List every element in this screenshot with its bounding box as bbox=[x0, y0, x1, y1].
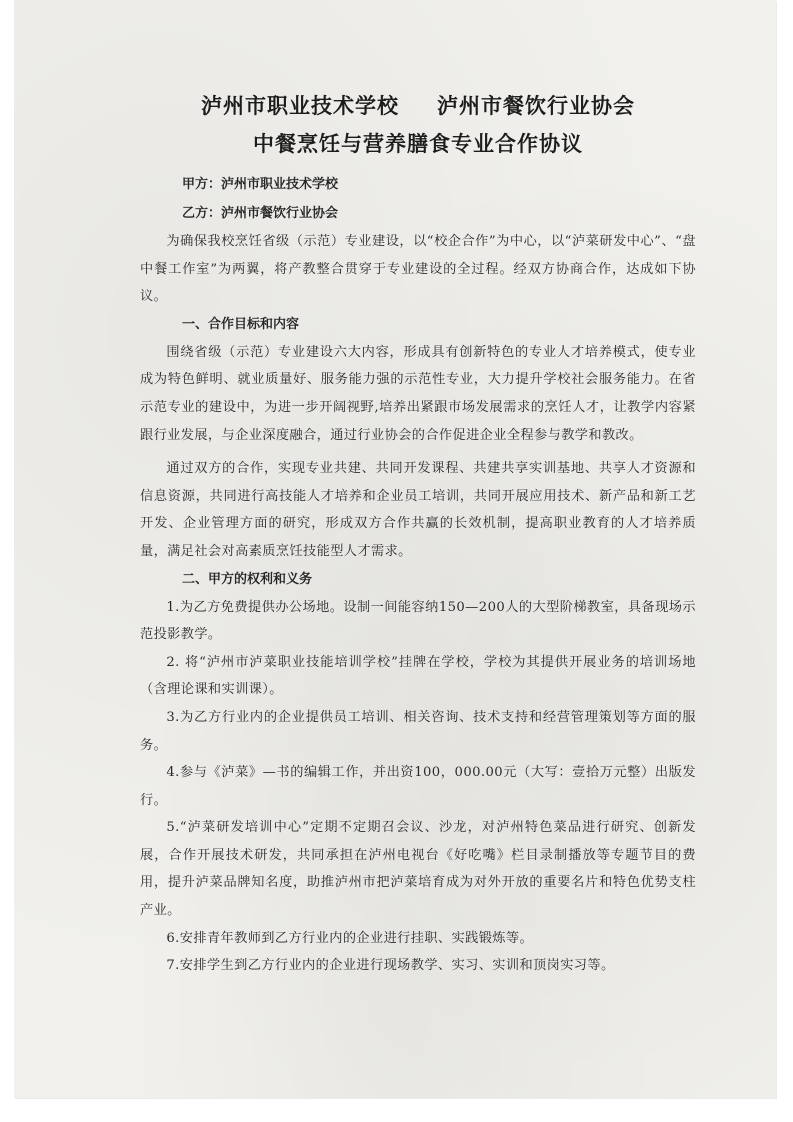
scanned-page bbox=[14, 0, 776, 1098]
obligation-item-6: 6.安排青年教师到乙方行业内的企业进行挂职、实践锻炼等。 bbox=[166, 930, 534, 946]
document-title bbox=[140, 88, 696, 124]
document-subtitle: 中餐烹饪与营养膳食专业合作协议 bbox=[253, 132, 583, 156]
section1-paragraph-2: 通过双方的合作，实现专业共建、共同开发课程、共建共享实训基地、共享人才资源和信息资源，共同进行高技能人才培养和企业员工培训，共同开展应用技术、新产品和新工艺开发、企业管理方面的研究，形成双方合作共赢的长效机制，提高职业教育的人才培养质量，满足社会对高素质烹饪技能型人才需求。 bbox=[140, 461, 696, 559]
obligation-item-3: 3.为乙方行业内的企业提供员工培训、相关咨询、技术支持和经营管理策划等方面的服务。 bbox=[140, 709, 696, 753]
intro-paragraph: 为确保我校烹饪省级（示范）专业建设，以“校企合作”为中心，以“泸菜研发中心”、“盘中餐工作室”为两翼，将产教整合贯穿于专业建设的全过程。经双方协商合作，达成如下协议。 bbox=[140, 234, 696, 305]
section2-heading: 二、甲方的权利和义务 bbox=[182, 571, 313, 587]
title-school: 泸州市职业技术学校 bbox=[201, 94, 399, 118]
document-body bbox=[140, 88, 696, 980]
section1-heading: 一、合作目标和内容 bbox=[182, 316, 300, 332]
obligation-item-7: 7.安排学生到乙方行业内的企业进行现场教学、实习、实训和顶岗实习等。 bbox=[166, 958, 615, 974]
obligation-item-1: 1.为乙方免费提供办公场地。设制一间能容纳150—200人的大型阶梯教室，具备现场示范投影教学。 bbox=[140, 599, 696, 643]
party-b: 乙方：泸州市餐饮行业协会 bbox=[182, 206, 339, 221]
obligation-item-2: 2. 将“泸州市泸菜职业技能培训学校”挂牌在学校，学校为其提供开展业务的培训场地（含理论课和实训课）。 bbox=[140, 654, 696, 698]
obligation-item-5: 5.“泸菜研发培训中心”定期不定期召会议、沙龙，对泸州特色菜品进行研究、创新发展，合作开展技术研发，共同承担在泸州电视台《好吃嘴》栏目录制播放等专题节目的费用，提升泸菜品牌知名度，助推泸州市把泸菜培育成为对外开放的重要名片和特色优势支柱产业。 bbox=[140, 820, 696, 919]
obligation-item-4: 4.参与《泸菜》—书的编辑工作，并出资100，000.00元（大写：壹拾万元整）出版发行。 bbox=[140, 765, 696, 808]
title-association: 泸州市餐饮行业协会 bbox=[437, 94, 635, 118]
party-a: 甲方：泸州市职业技术学校 bbox=[182, 177, 339, 192]
section1-paragraph-1: 围绕省级（示范）专业建设六大内容，形成具有创新特色的专业人才培养模式，使专业成为特色鲜明、就业质量好、服务能力强的示范性专业，大力提升学校社会服务能力。在省示范专业的建设中，为进一步开阔视野,培养出紧跟市场发展需求的烹饪人才，让教学内容紧跟行业发展，与企业深度融合，通过行业协会的合作促进企业全程参与教学和教改。 bbox=[140, 344, 696, 443]
